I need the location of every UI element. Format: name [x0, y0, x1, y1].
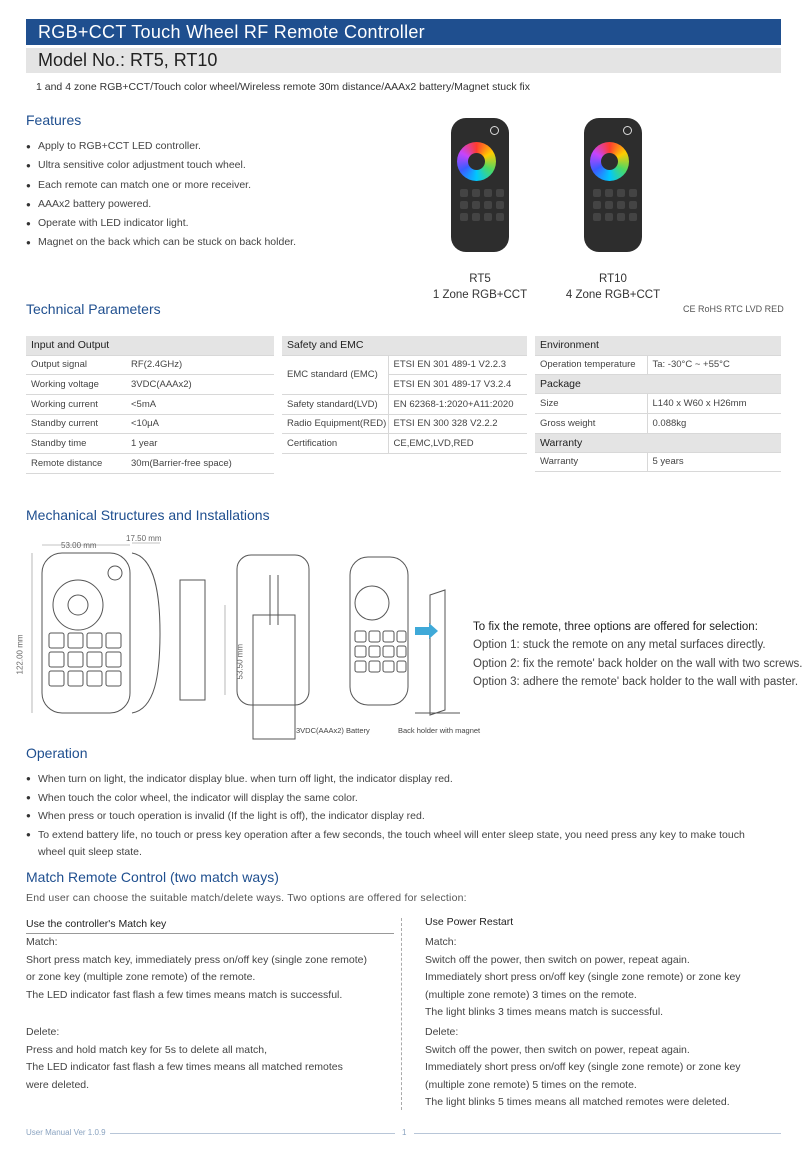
table-row: ETSI EN 301 489-17 V3.2.4	[282, 375, 527, 395]
safety-header: Safety and EMC	[282, 336, 527, 355]
safety-table	[282, 336, 527, 454]
feature-item: ● Each remote can match one or more receiver.	[26, 176, 296, 195]
operation-item: ● When touch the color wheel, the indicator will display the same color.	[26, 789, 745, 808]
table-row: EMC standard (EMC) ETSI EN 301 489-1 V2.2.3	[282, 355, 527, 375]
feature-item: ● Ultra sensitive color adjustment touch wheel.	[26, 156, 296, 175]
product-subtitle: 1 and 4 zone RGB+CCT/Touch color wheel/Wireless remote 30m distance/AAAx2 battery/Magnet stuck fix	[36, 81, 531, 93]
page-number: 1	[402, 1128, 407, 1137]
right-method-title: Use Power Restart	[425, 916, 514, 928]
footer-line	[414, 1133, 781, 1134]
rt10-desc: 4 Zone RGB+CCT	[565, 289, 661, 301]
height-dimension: 122.00 mm	[15, 634, 25, 675]
rt5-remote-image	[451, 118, 509, 252]
rt10-name: RT10	[599, 273, 627, 285]
table-row: Output signal RF(2.4GHz)	[26, 355, 274, 375]
table-row: Working current <5mA	[26, 394, 274, 414]
table-row: Operation temperature Ta: -30°C ~ +55°C	[535, 355, 781, 375]
document-title: RGB+CCT Touch Wheel RF Remote Controller	[26, 19, 781, 45]
mechanical-drawing	[20, 535, 480, 740]
rt5-name: RT5	[469, 273, 491, 285]
operation-list	[26, 770, 745, 844]
keypad	[460, 189, 500, 221]
table-row: Standby current <10μA	[26, 414, 274, 434]
fix-options	[473, 618, 802, 692]
right-match-text: Match: Switch off the power, then switch on power, repeat again. Immediately short press on/off key (single zone remote) or zone key (multiple zone remote) 3 times on the remote. The light blinks 3 times means match is successful.	[425, 936, 741, 1019]
io-header: Input and Output	[26, 336, 274, 355]
operation-item: ● When turn on light, the indicator display blue. when turn off light, the indicator display red.	[26, 770, 745, 789]
match-heading: Match Remote Control (two match ways)	[26, 869, 279, 885]
rt5-caption	[420, 271, 540, 303]
table-row: Standby time 1 year	[26, 434, 274, 454]
depth-dimension: 17.50 mm	[126, 534, 162, 543]
certification-logos: CE RoHS RTC LVD RED	[683, 304, 784, 314]
footer-version: User Manual Ver 1.0.9	[26, 1128, 106, 1137]
model-number: Model No.: RT5, RT10	[26, 48, 781, 73]
left-method-title: Use the controller's Match key	[26, 918, 167, 930]
table-row: Warranty 5 years	[535, 452, 781, 472]
color-wheel-icon	[590, 142, 629, 181]
fix-title: To fix the remote, three options are offered for selection:	[473, 621, 758, 633]
feature-item: ● Magnet on the back which can be stuck on back holder.	[26, 233, 296, 252]
fix-option: Option 1: stuck the remote on any metal surfaces directly.	[473, 639, 766, 652]
feature-item: ● Operate with LED indicator light.	[26, 214, 296, 233]
table-row: Certification CE,EMC,LVD,RED	[282, 434, 527, 454]
inner-dimension: 53.50 mm	[235, 643, 245, 680]
feature-item: ● AAAx2 battery powered.	[26, 195, 296, 214]
feature-item: ● Apply to RGB+CCT LED controller.	[26, 137, 296, 156]
left-match-text: Match: Short press match key, immediately press on/off key (single zone remote) or zone key (multiple zone remote) of the remote. The LED indicator fast flash a few times means match is successful.	[26, 936, 368, 1001]
right-delete-text: Delete: Switch off the power, then switch on power, repeat again. Immediately short press on/off key (single zone remote) or zone key (multiple zone remote) 5 times on the remote. The light blinks 5 times means all matched remotes were deleted.	[425, 1026, 741, 1109]
package-header: Package	[535, 375, 781, 394]
footer-line	[110, 1133, 395, 1134]
warranty-header: Warranty	[535, 433, 781, 452]
env-header: Environment	[535, 336, 781, 355]
operation-heading: Operation	[26, 745, 88, 761]
operation-item: ● When press or touch operation is invalid (If the light is off), the indicator display red.	[26, 807, 745, 826]
environment-table	[535, 336, 781, 472]
battery-label: 3VDC(AAAx2) Battery	[296, 726, 370, 735]
mech-heading: Mechanical Structures and Installations	[26, 507, 270, 523]
tech-heading: Technical Parameters	[26, 301, 161, 317]
rt10-remote-image	[584, 118, 642, 252]
left-delete-text: Delete: Press and hold match key for 5s to delete all match, The LED indicator fast flash a few times means all matched remotes were deleted.	[26, 1026, 343, 1091]
color-wheel-icon	[457, 142, 496, 181]
table-row: Radio Equipment(RED) ETSI EN 300 328 V2.2.2	[282, 414, 527, 434]
table-row: Remote distance 30m(Barrier-free space)	[26, 453, 274, 473]
match-intro: End user can choose the suitable match/delete ways. Two options are offered for selection:	[26, 892, 467, 904]
table-row: Working voltage 3VDC(AAAx2)	[26, 375, 274, 395]
keypad	[593, 189, 633, 221]
width-dimension: 53.00 mm	[61, 541, 97, 550]
rt10-caption	[553, 271, 673, 303]
table-row: Size L140 x W60 x H26mm	[535, 394, 781, 414]
power-icon	[490, 126, 499, 135]
features-list	[26, 137, 296, 253]
column-divider	[401, 918, 402, 1110]
holder-label: Back holder with magnet	[398, 726, 481, 735]
power-icon	[623, 126, 632, 135]
operation-cont: wheel quit sleep state.	[38, 846, 142, 858]
io-table	[26, 336, 274, 474]
fix-option: Option 3: adhere the remote' back holder to the wall with paster.	[473, 676, 799, 689]
features-heading: Features	[26, 112, 82, 128]
fix-option: Option 2: fix the remote' back holder on the wall with two screws.	[473, 657, 803, 670]
operation-item: ● To extend battery life, no touch or press key operation after a few seconds, the touch wheel will enter sleep state, you need press any key to make touch	[26, 826, 745, 845]
table-row: Safety standard(LVD) EN 62368-1:2020+A11:2020	[282, 394, 527, 414]
table-row: Gross weight 0.088kg	[535, 413, 781, 433]
rt5-desc: 1 Zone RGB+CCT	[432, 289, 528, 301]
